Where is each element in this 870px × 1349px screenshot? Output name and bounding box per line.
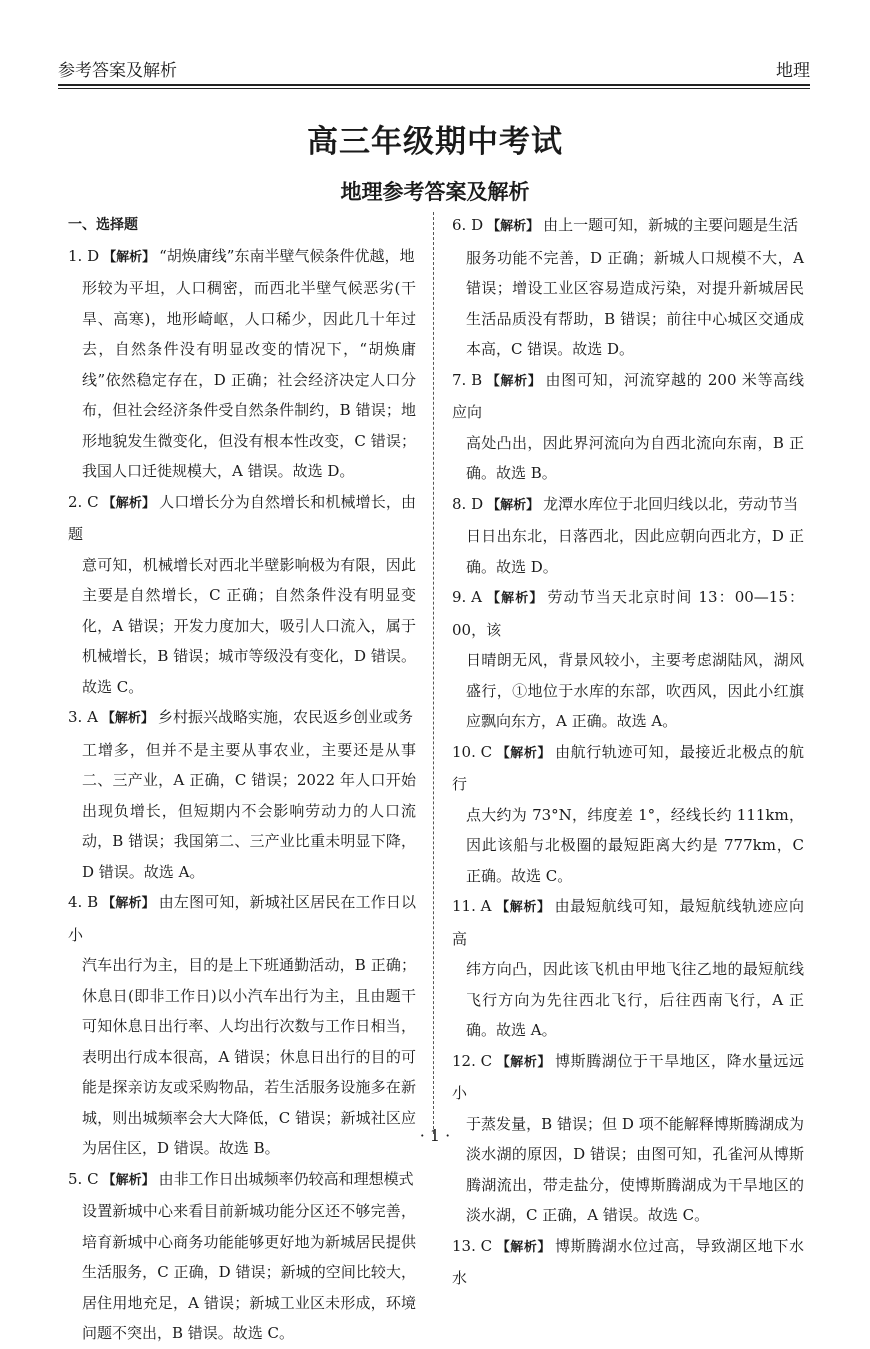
analysis-tag: 【解析】 bbox=[496, 745, 552, 761]
answer-item-6 bbox=[452, 210, 804, 365]
answer-item-1 bbox=[68, 241, 416, 487]
question-number: 13. C bbox=[452, 1236, 493, 1255]
answer-text: 点大约为 73°N，纬度差 1°，经线长约 111km，因此该船与北极圈的最短距离大约是 777km，C 正确。故选 C。 bbox=[466, 805, 804, 885]
header-rule bbox=[58, 84, 810, 86]
analysis-tag: 【解析】 bbox=[103, 249, 156, 265]
answer-first-line: 由图可知，河流穿越的 200 米等高线应向 bbox=[452, 370, 804, 421]
answer-first-line: 人口增长分为自然增长和机械增长，由题 bbox=[68, 492, 416, 543]
analysis-tag: 【解析】 bbox=[102, 1172, 155, 1188]
question-number: 4. B bbox=[68, 893, 99, 911]
answer-text: 于蒸发量，B 错误；但 D 项不能解释博斯腾湖成为淡水湖的原因，D 错误；由图可知，孔雀河从博斯腾湖流出，带走盐分，使博斯腾湖成为干旱地区的淡水湖，C 正确，A 错误。故选 C。 bbox=[466, 1114, 804, 1224]
question-number: 7. B bbox=[452, 370, 483, 389]
question-number: 3. A bbox=[68, 708, 98, 726]
answer-item-8 bbox=[452, 489, 804, 583]
question-number: 12. C bbox=[452, 1051, 493, 1070]
answer-first-line: 乡村振兴战略实施，农民返乡创业或务 bbox=[157, 708, 413, 726]
header-left-label: 参考答案及解析 bbox=[58, 61, 177, 81]
answer-first-line: 龙潭水库位于北回归线以北，劳动节当 bbox=[543, 494, 799, 513]
page-number: · 1 · bbox=[419, 1126, 451, 1145]
question-number: 1. D bbox=[68, 246, 100, 265]
answer-first-line: 由最短航线可知，最短航线轨迹应向高 bbox=[452, 897, 804, 948]
question-number: 5. C bbox=[68, 1169, 99, 1188]
analysis-tag: 【解析】 bbox=[487, 219, 540, 234]
answer-text: 形较为平坦，人口稠密，而西北半壁气候恶劣(干旱、高寒)，地形崎岖，人口稀少，因此几十年过去，自然条件没有明显改变的情况下，“胡焕庸线”依然稳定存在，D 正确；社会经济决定人口分布，但社会经济条件受自然条件制约，B 错误；地形地貌发生微变化，但没有根本性改变，C 错误；我国人口迁徙规模大，A 错误。故选 D。 bbox=[82, 279, 416, 480]
page-subtitle: 地理参考答案及解析 bbox=[340, 179, 530, 204]
question-number: 8. D bbox=[452, 494, 484, 513]
answer-text: 设置新城中心来看目前新城功能分区还不够完善，培育新城中心商务功能能够更好地为新城居民提供生活服务，C 正确，D 错误；新城的空间比较大，居住用地充足，A 错误；新城工业区未形成，环境问题不突出，B 错误。故选 C。 bbox=[82, 1202, 416, 1342]
analysis-tag: 【解析】 bbox=[496, 1239, 552, 1255]
section-title: 一、选择题 bbox=[68, 217, 138, 233]
question-number: 10. C bbox=[452, 742, 493, 761]
answer-first-line: 由左图可知，新城社区居民在工作日以小 bbox=[68, 893, 416, 944]
answer-item-7 bbox=[452, 365, 804, 489]
answer-first-line: 劳动节当天北京时间 13：00—15：00，该 bbox=[452, 588, 804, 639]
answer-text: 日日出东北，日落西北，因此应朝向西北方，D 正确。故选 D。 bbox=[466, 527, 804, 576]
header-rule-thin bbox=[58, 88, 810, 89]
answer-first-line: 博斯腾湖水位过高，导致湖区地下水水 bbox=[452, 1236, 804, 1287]
answer-item-13 bbox=[452, 1231, 804, 1294]
column-divider bbox=[433, 212, 434, 1134]
answer-text: 日晴朗无风，背景风较小，主要考虑湖陆风，湖风盛行，①地位于水库的东部，吹西风，因此小红旗应飘向东方，A 正确。故选 A。 bbox=[466, 651, 804, 730]
analysis-tag: 【解析】 bbox=[102, 495, 156, 511]
answer-text: 汽车出行为主，目的是上下班通勤活动，B 正确；休息日(即非工作日)以小汽车出行为主，且由题干可知休息日出行率、人均出行次数与工作日相当，表明出行成本很高，A 错误；休息日出行的目的可能是探亲访友或采购物品，若生活服务设施多在新城，则出城频率会大大降低，C 错误；新城社区应为居住区，D 错误。故选 B。 bbox=[82, 956, 416, 1157]
answer-first-line: 由航行轨迹可知，最接近北极点的航行 bbox=[452, 742, 804, 793]
answer-item-5 bbox=[68, 1164, 416, 1349]
answer-text: 纬方向凸，因此该飞机由甲地飞往乙地的最短航线飞行方向为先往西北飞行，后往西南飞行，A 正确。故选 A。 bbox=[466, 960, 804, 1039]
analysis-tag: 【解析】 bbox=[485, 591, 544, 606]
question-number: 11. A bbox=[452, 897, 492, 915]
question-number: 2. C bbox=[68, 492, 99, 511]
answer-item-11 bbox=[452, 891, 804, 1046]
answer-item-9 bbox=[452, 582, 804, 737]
header-subject-label: 地理 bbox=[776, 61, 810, 81]
answer-item-2 bbox=[68, 487, 416, 703]
analysis-tag: 【解析】 bbox=[486, 373, 542, 389]
answer-text: 高处凸出，因此界河流向为自西北流向东南，B 正确。故选 B。 bbox=[466, 433, 804, 482]
page-header bbox=[58, 52, 810, 82]
answer-first-line: “胡焕庸线”东南半壁气候条件优越，地 bbox=[159, 246, 415, 265]
answer-first-line: 由上一题可知，新城的主要问题是生活 bbox=[543, 216, 799, 234]
analysis-tag: 【解析】 bbox=[487, 497, 540, 513]
analysis-tag: 【解析】 bbox=[495, 900, 551, 915]
question-number: 6. D bbox=[452, 216, 484, 234]
answer-first-line: 由非工作日出城频率仍较高和理想模式 bbox=[158, 1169, 414, 1188]
analysis-tag: 【解析】 bbox=[102, 896, 155, 911]
answer-item-4 bbox=[68, 887, 416, 1164]
answer-text: 服务功能不完善，D 正确；新城人口规模不大，A 错误；增设工业区容易造成污染，对提升新城居民生活品质没有帮助，B 错误；前往中心城区交通成本高，C 错误。故选 D。 bbox=[466, 248, 804, 358]
question-number: 9. A bbox=[452, 588, 482, 606]
left-column bbox=[68, 210, 416, 1349]
answer-first-line: 博斯腾湖位于干旱地区，降水量远远小 bbox=[452, 1051, 804, 1102]
answer-item-10 bbox=[452, 737, 804, 892]
analysis-tag: 【解析】 bbox=[496, 1054, 552, 1070]
answer-item-3 bbox=[68, 702, 416, 887]
analysis-tag: 【解析】 bbox=[101, 711, 154, 726]
page-title: 高三年级期中考试 bbox=[307, 124, 563, 160]
answer-text: 工增多，但并不是主要从事农业，主要还是从事二、三产业，A 正确，C 错误；2022 年人口开始出现负增长，但短期内不会影响劳动力的人口流动，B 错误；我国第二、三产业比重未明显下降，D 错误。故选 A。 bbox=[82, 740, 416, 881]
answer-text: 意可知，机械增长对西北半壁影响极为有限，因此主要是自然增长，C 正确；自然条件没有明显变化，A 错误；开发力度加大，吸引人口流入，属于机械增长，B 错误；城市等级没有变化，D 错误。故选 C。 bbox=[82, 555, 416, 696]
